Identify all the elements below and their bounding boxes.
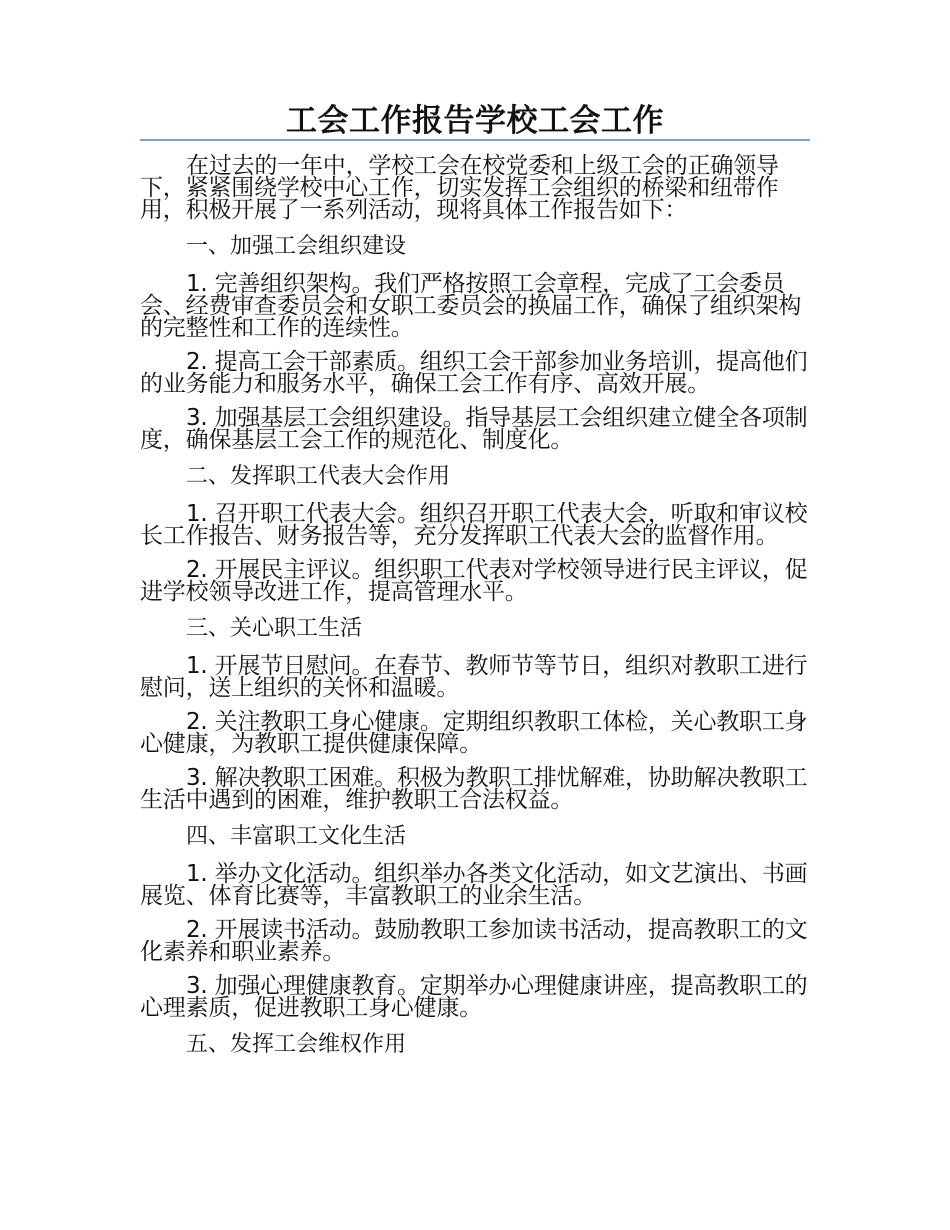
section-heading-2: 二、发挥职工代表大会作用	[186, 464, 451, 489]
section-heading-5: 五、发挥工会维权作用	[186, 1032, 407, 1057]
section-3-item-2: 2. 关注教职工身心健康。定期组织教职工体检，关心教职工身心健康，为教职工提供健康保障。	[140, 709, 808, 757]
section-4-item-1: 1. 举办文化活动。组织举办各类文化活动，如文艺演出、书画展览、体育比赛等，丰富教职工的业余生活。	[140, 861, 808, 909]
section-1-item-1: 1. 完善组织架构。我们严格按照工会章程，完成了工会委员会、经费审查委员会和女职工委员会的换届工作，确保了组织架构的完整性和工作的连续性。	[140, 271, 802, 341]
section-heading-3: 三、关心职工生活	[186, 616, 363, 641]
section-2-item-1: 1. 召开职工代表大会。组织召开职工代表大会，听取和审议校长工作报告、财务报告等，充分发挥职工代表大会的监督作用。	[140, 501, 808, 549]
title-underline	[140, 139, 810, 141]
section-heading-4: 四、丰富职工文化生活	[186, 824, 407, 849]
section-4-item-2: 2. 开展读书活动。鼓励教职工参加读书活动，提高教职工的文化素养和职业素养。	[140, 917, 808, 965]
section-1-item-3: 3. 加强基层工会组织建设。指导基层工会组织建立健全各项制度，确保基层工会工作的规范化、制度化。	[140, 405, 808, 453]
document-title: 工会工作报告学校工会工作	[286, 103, 664, 139]
section-3-item-1: 1. 开展节日慰问。在春节、教师节等节日，组织对教职工进行慰问，送上组织的关怀和温暖。	[140, 653, 808, 701]
section-4-item-3: 3. 加强心理健康教育。定期举办心理健康讲座，提高教职工的心理素质，促进教职工身心健康。	[140, 973, 808, 1021]
document-body	[140, 155, 810, 1057]
section-heading-1: 一、加强工会组织建设	[186, 234, 407, 259]
intro-paragraph: 在过去的一年中，学校工会在校党委和上级工会的正确领导下，紧紧围绕学校中心工作，切实发挥工会组织的桥梁和纽带作用，积极开展了一系列活动，现将具体工作报告如下：	[140, 153, 779, 223]
section-3-item-3: 3. 解决教职工困难。积极为教职工排忧解难，协助解决教职工生活中遇到的困难，维护教职工合法权益。	[140, 765, 808, 813]
section-2-item-2: 2. 开展民主评议。组织职工代表对学校领导进行民主评议，促进学校领导改进工作，提高管理水平。	[140, 557, 808, 605]
section-1-item-2: 2. 提高工会干部素质。组织工会干部参加业务培训，提高他们的业务能力和服务水平，确保工会工作有序、高效开展。	[140, 349, 808, 397]
